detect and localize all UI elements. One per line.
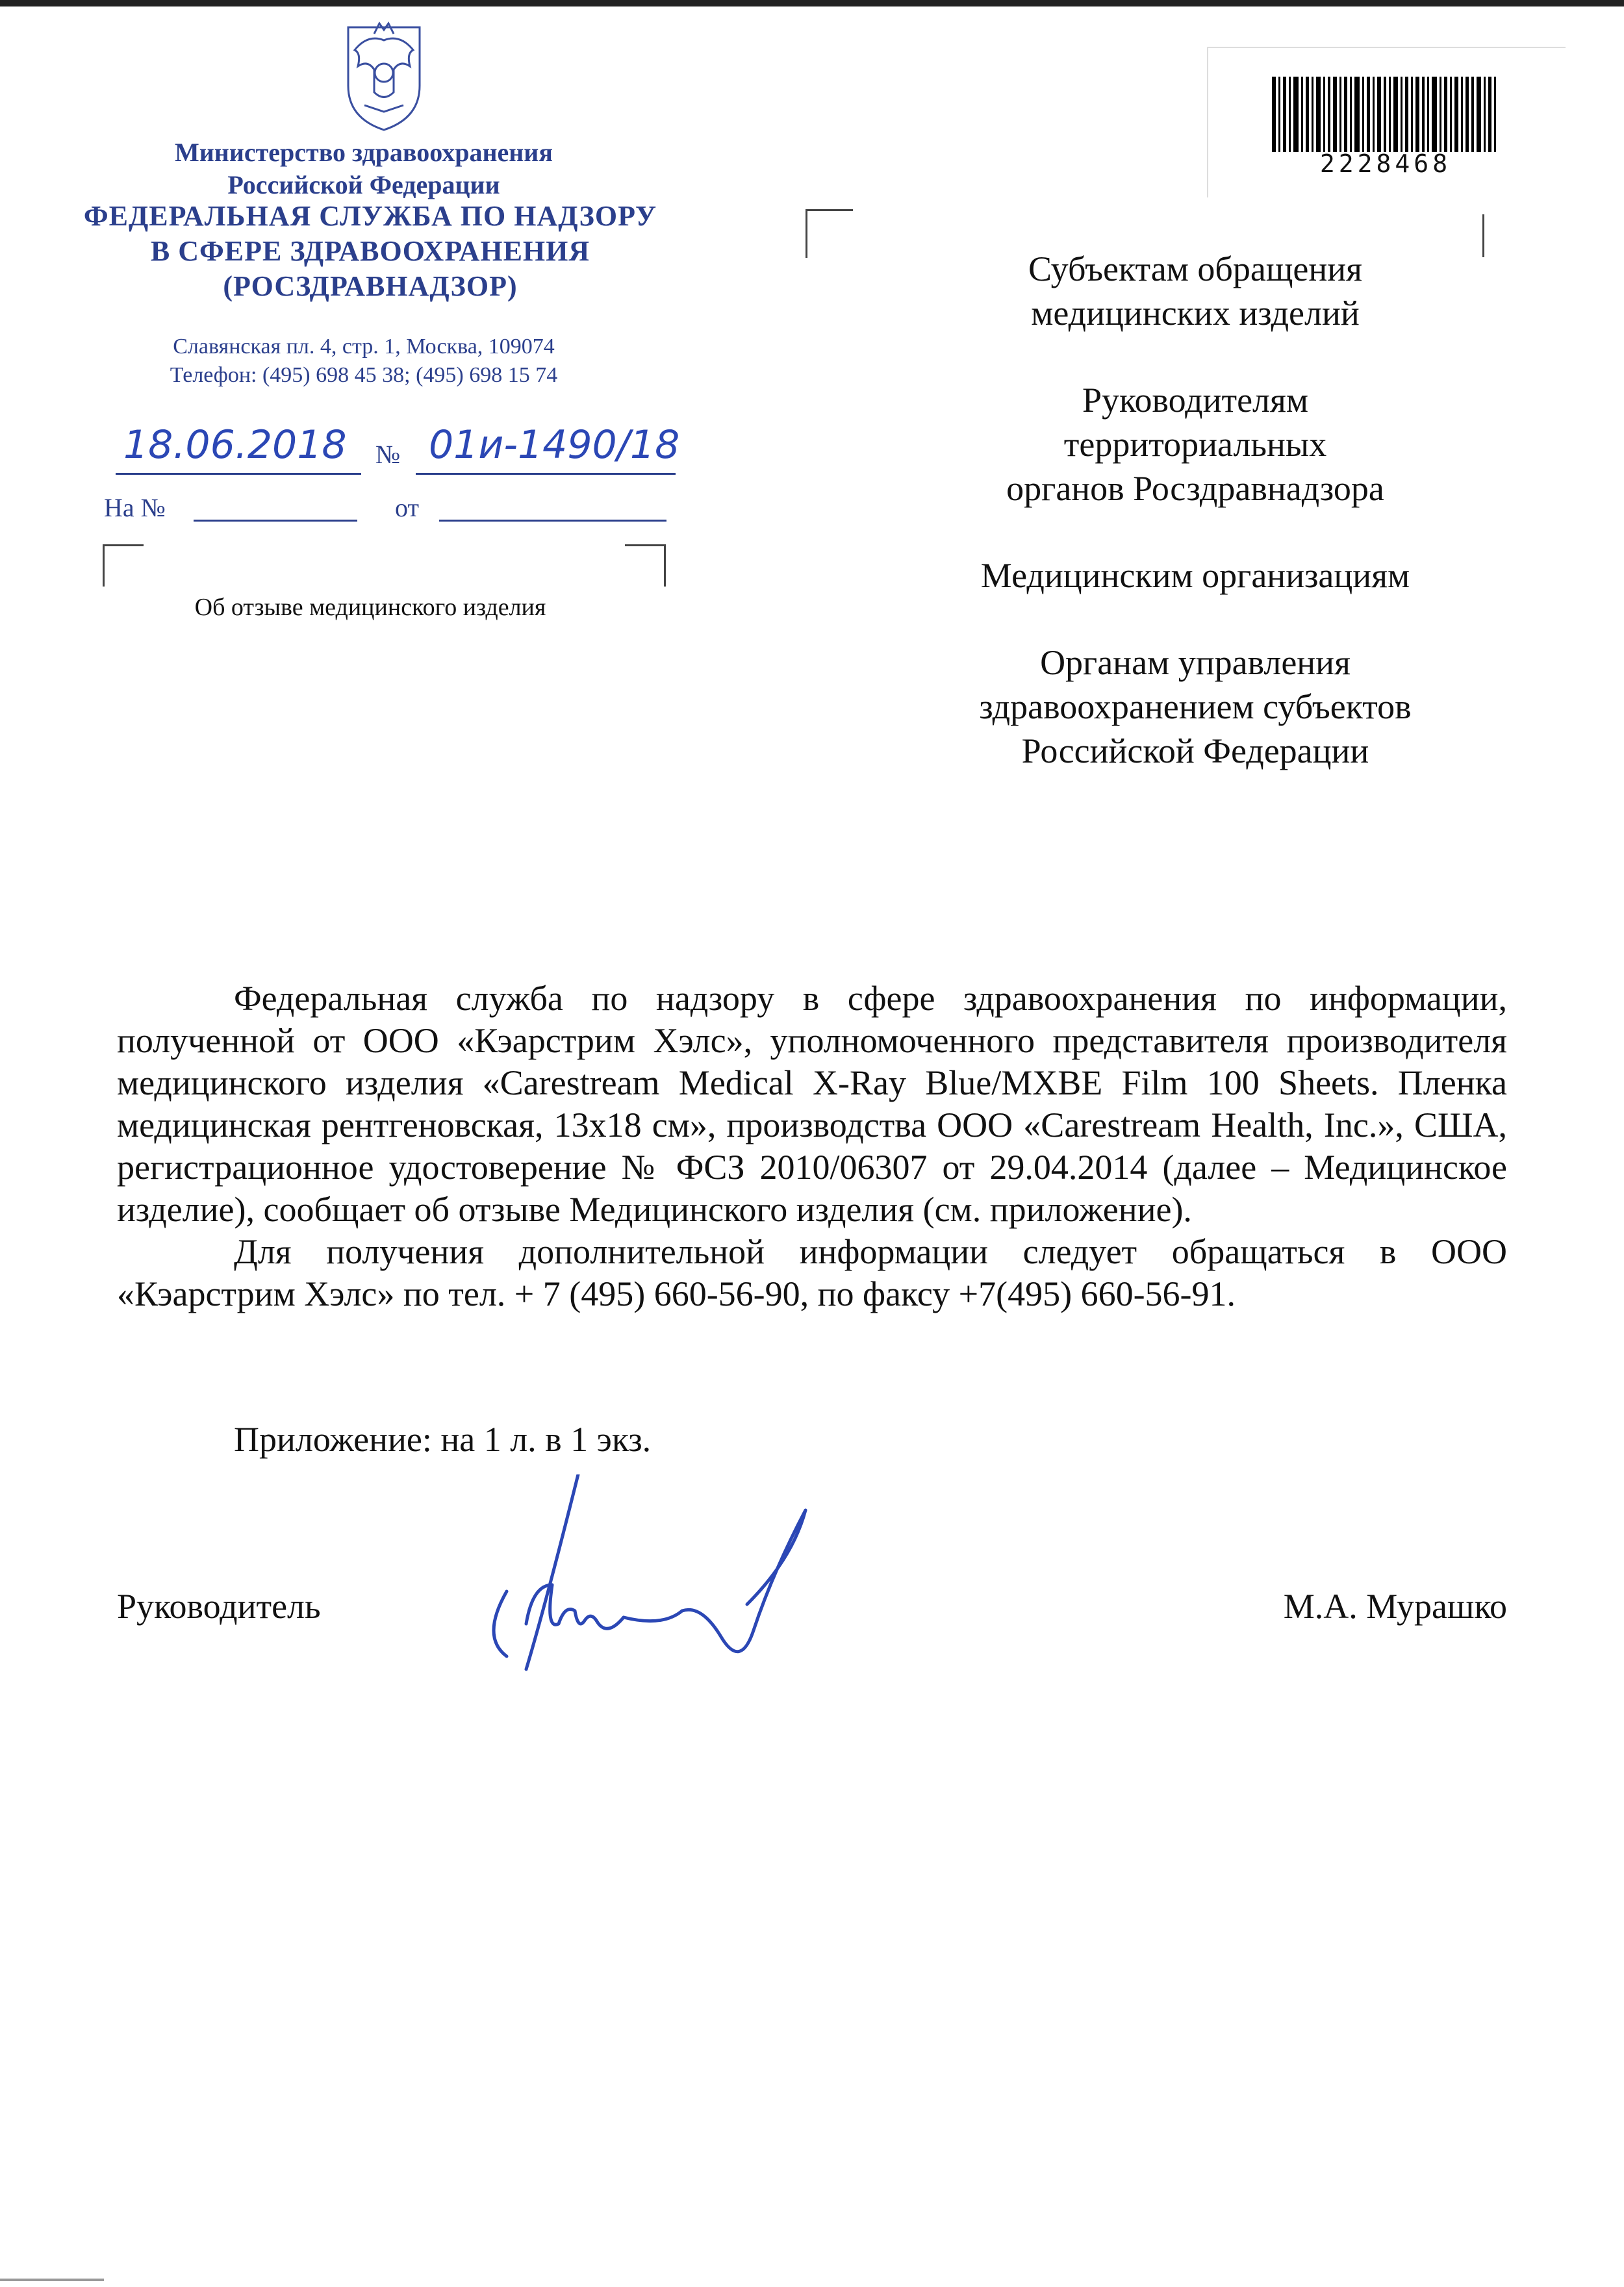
signatory-role: Руководитель	[117, 1587, 321, 1626]
letter-body	[117, 978, 1507, 1315]
addressee-line: Руководителям	[1082, 381, 1308, 420]
addressee-line: Субъектам обращения	[1028, 249, 1363, 288]
addressee-line: здравоохранением субъектов	[979, 687, 1412, 726]
service-phone: Телефон: (495) 698 45 38; (495) 698 15 74	[170, 363, 558, 387]
registration-number: 01и-1490/18	[429, 422, 680, 468]
addressee-group	[877, 378, 1514, 511]
subject-bracket-right	[625, 544, 666, 587]
subject-line: Об отзыве медицинского изделия	[194, 594, 546, 621]
addressee-line: Российской Федерации	[1021, 731, 1369, 770]
ministry-line-2: Российской Федерации	[227, 170, 500, 199]
addressee-line: территориальных	[1063, 425, 1327, 464]
ministry-name	[97, 136, 630, 201]
barcode-icon	[1272, 77, 1499, 155]
addressee-bracket-left	[806, 209, 853, 258]
addressee-line: Медицинским организациям	[980, 556, 1410, 595]
signatory-name: М.А. Мурашко	[1283, 1587, 1507, 1626]
attachment-note: Приложение: на 1 л. в 1 экз.	[234, 1420, 652, 1459]
service-address: Славянская пл. 4, стр. 1, Москва, 109074	[173, 335, 555, 359]
russian-coat-of-arms-icon	[329, 14, 439, 131]
service-line-3: (РОСЗДРАВНАДЗОР)	[223, 270, 518, 302]
body-paragraph-1: Федеральная служба по надзору в сфере здравоохранения по информации, полученной от ООО «Кэарстрим Хэлс», уполномоченного представителя производителя медицинского изделия «Carestream Medical X-Ray Blue/MXBE Film 100 Sheets. Пленка медицинская рентгеновская, 13х18 см», производства ООО «Carestream Health, Inc.», США, регистрационное удостоверение № ФСЗ 2010/06307 от 29.04.2014 (далее – Медицинское изделие), сообщает об отзыве Медицинского изделия (см. приложение).	[117, 979, 1507, 1229]
reply-number-line	[194, 520, 357, 522]
registration-number-line	[416, 473, 676, 475]
registration-date: 18.06.2018	[123, 422, 347, 468]
addressee-block	[877, 247, 1514, 816]
body-paragraph-2: Для получения дополнительной информации следует обращаться в ООО «Кэарстрим Хэлс» по тел. + 7 (495) 660-56-90, по факсу +7(495) 660-56-91.	[117, 1232, 1507, 1313]
service-line-1: ФЕДЕРАЛЬНАЯ СЛУЖБА ПО НАДЗОРУ	[83, 200, 657, 232]
service-name	[71, 199, 669, 304]
registration-number-label: №	[375, 440, 401, 469]
subject-bracket-left	[103, 544, 144, 587]
reply-from-label: от	[395, 493, 419, 522]
addressee-line: органов Росздравнадзора	[1006, 469, 1384, 508]
scan-bottom-mark	[0, 2279, 104, 2281]
service-contacts	[97, 333, 630, 390]
addressee-line: Органам управления	[1040, 643, 1351, 682]
scan-top-border	[0, 0, 1624, 6]
signature-icon	[468, 1474, 818, 1689]
addressee-group	[877, 553, 1514, 598]
registration-date-line	[116, 473, 361, 475]
addressee-line: медицинских изделий	[1031, 294, 1360, 333]
barcode-number: 2228468	[1319, 149, 1452, 178]
ministry-line-1: Министерство здравоохранения	[175, 138, 553, 167]
reply-number-label: На №	[104, 493, 166, 522]
reply-date-line	[439, 520, 666, 522]
addressee-group	[877, 247, 1514, 335]
addressee-group	[877, 640, 1514, 773]
service-line-2: В СФЕРЕ ЗДРАВООХРАНЕНИЯ	[150, 235, 590, 267]
